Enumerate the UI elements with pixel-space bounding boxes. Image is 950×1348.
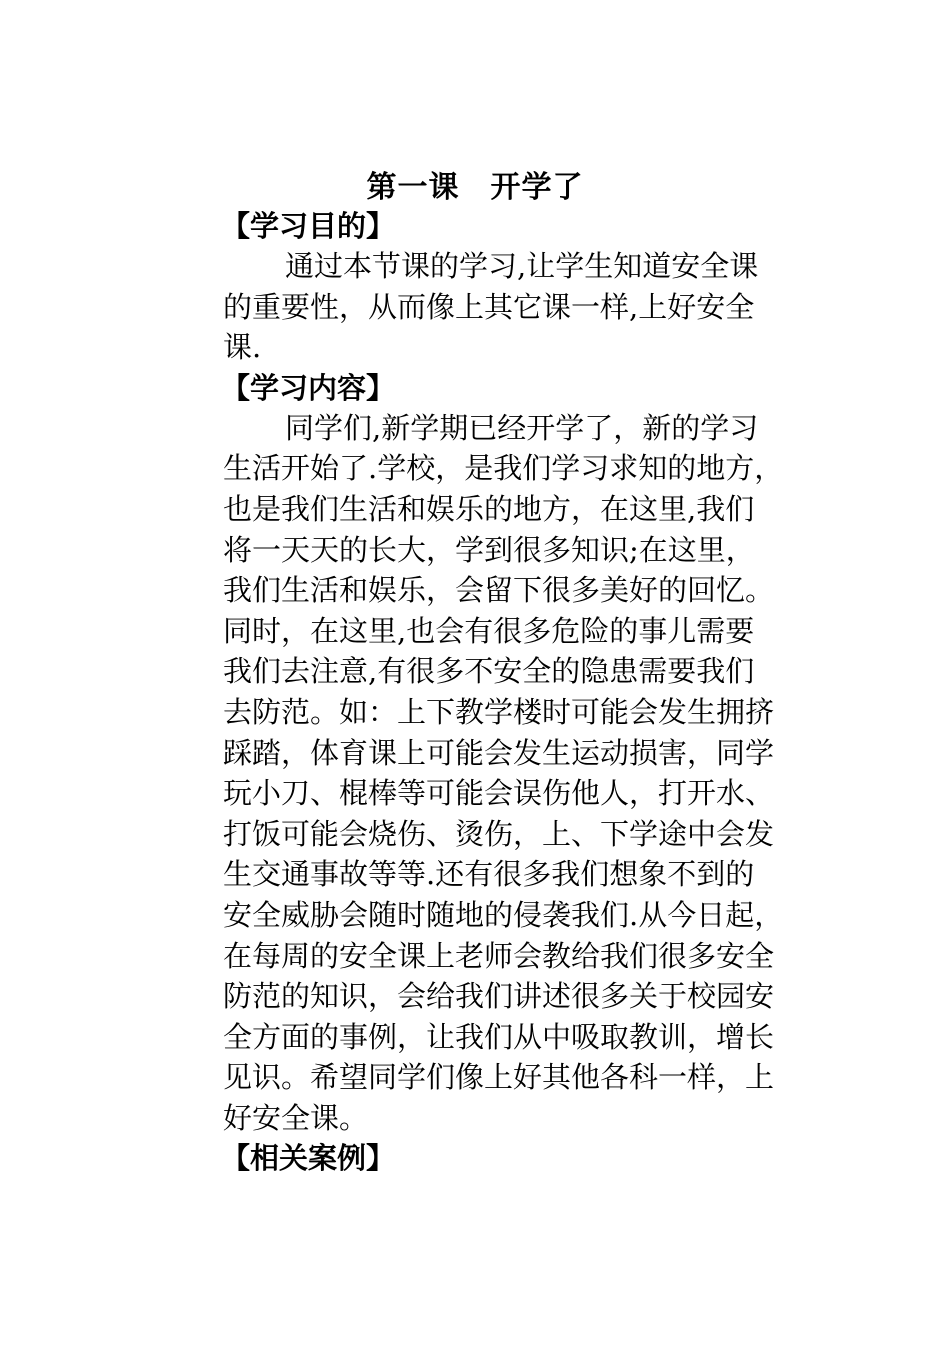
document-body [223,206,823,1178]
section-heading-cases: 【相关案例】 [221,1141,396,1176]
paragraph-line: 同时，在这里,也会有很多危险的事儿需要 [223,613,755,648]
paragraph-line: 生活开始了.学校，是我们学习求知的地方， [223,451,784,486]
paragraph-line: 全方面的事例，让我们从中吸取教训，增长 [223,1019,775,1054]
paragraph-line: 我们生活和娱乐，会留下很多美好的回忆。 [223,573,775,608]
paragraph-line: 课. [223,330,262,365]
paragraph-line: 的重要性，从而像上其它课一样,上好安全 [223,289,755,324]
paragraph-line: 将一天天的长大，学到很多知识;在这里， [223,532,755,567]
paragraph-line: 踩踏，体育课上可能会发生运动损害，同学 [223,735,775,770]
paragraph-line: 打饭可能会烧伤、烫伤，上、下学途中会发 [223,816,775,851]
paragraph-line: 防范的知识，会给我们讲述很多关于校园安 [223,979,775,1014]
paragraph-line: 在每周的安全课上老师会教给我们很多安全 [223,938,775,973]
paragraph-purpose [223,246,823,368]
paragraph-line: 去防范。如：上下教学楼时可能会发生拥挤 [223,694,775,729]
paragraph-line: 见识。希望同学们像上好其他各科一样，上 [223,1060,775,1095]
paragraph-line: 通过本节课的学习,让学生知道安全课 [285,249,759,283]
paragraph-line: 好安全课。 [223,1100,369,1135]
paragraph-line: 玩小刀、棍棒等可能会误伤他人，打开水、 [223,776,775,811]
paragraph-line: 我们去注意,有很多不安全的隐患需要我们 [223,654,755,689]
paragraph-line: 同学们,新学期已经开学了，新的学习 [285,410,759,445]
section-heading-purpose: 【学习目的】 [221,209,396,243]
paragraph-content [223,408,823,1139]
paragraph-line: 安全威胁会随时随地的侵袭我们.从今日起， [223,897,784,932]
section-heading-content: 【学习内容】 [221,370,396,405]
paragraph-line: 生交通事故等等.还有很多我们想象不到的 [223,857,755,892]
page-title: 第一课 开学了 [366,170,584,205]
paragraph-line: 也是我们生活和娱乐的地方，在这里,我们 [223,491,755,526]
